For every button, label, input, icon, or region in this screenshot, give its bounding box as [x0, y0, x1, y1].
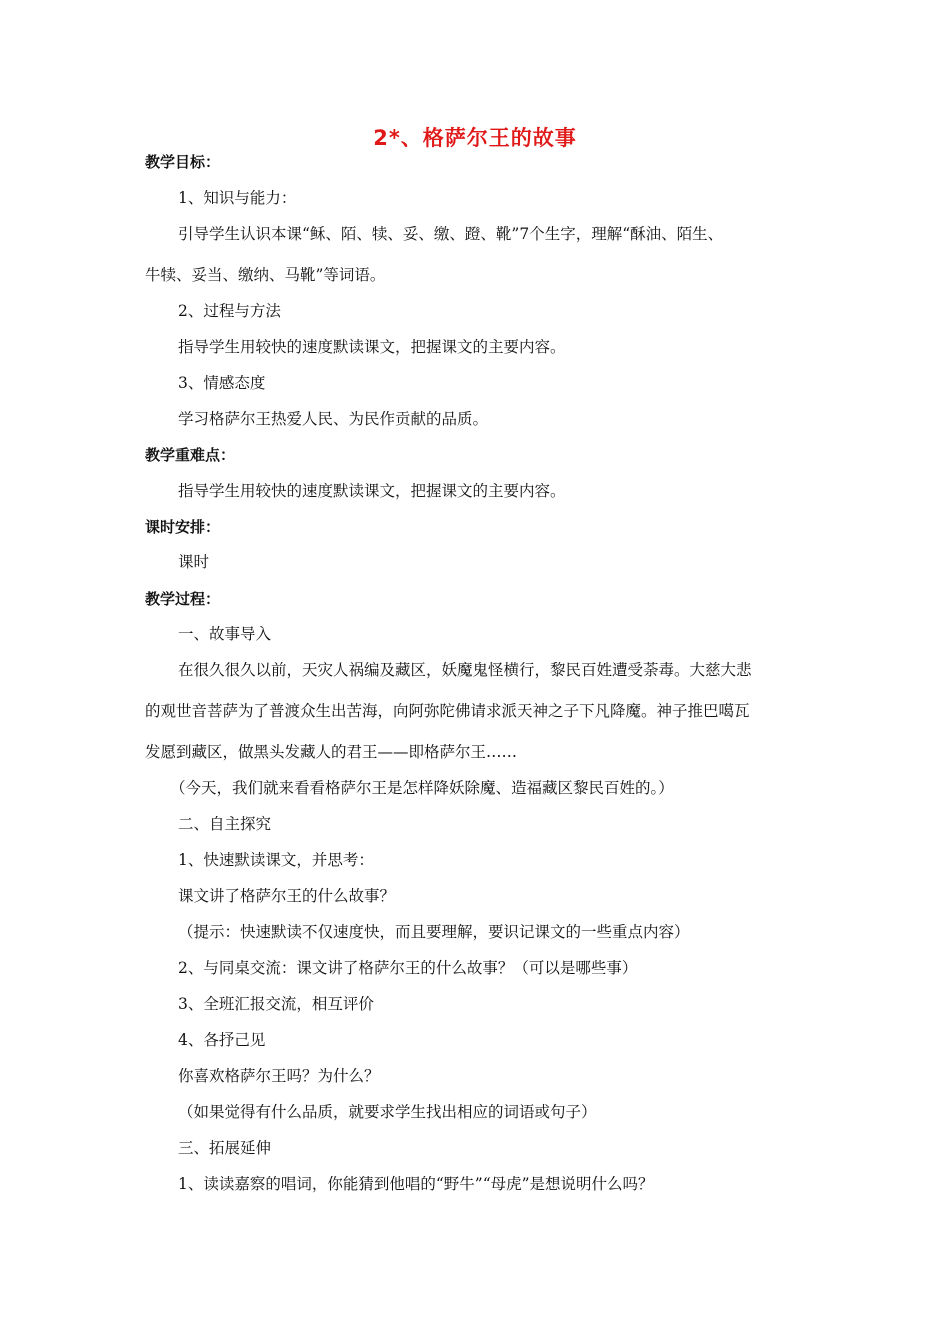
paragraph-line: 2、过程与方法 [178, 302, 281, 320]
paragraph-line: 课时 [178, 553, 210, 571]
paragraph-line: 的观世音菩萨为了普渡众生出苦海，向阿弥陀佛请求派天神之子下凡降魔。神子推巴噶瓦 [145, 702, 750, 720]
heading-teaching-process: 教学过程： [145, 590, 221, 608]
paragraph-line: 在很久很久以前，天灾人祸编及藏区，妖魔鬼怪横行，黎民百姓遭受荼毒。大慈大悲 [178, 661, 752, 679]
paragraph-line: 课文讲了格萨尔王的什么故事？ [178, 887, 396, 905]
paragraph-line: 3、情感态度 [178, 374, 266, 392]
heading-schedule: 课时安排： [145, 518, 221, 536]
paragraph-line: 发愿到藏区，做黑头发藏人的君王——即格萨尔王…… [145, 743, 518, 761]
paragraph-line: 引导学生认识本课“稣、陌、犊、妥、缴、蹬、靴”7个生字，理解“酥油、陌生、 [178, 225, 724, 243]
paragraph-line: 三、拓展延伸 [178, 1139, 272, 1157]
paragraph-line: 1、快速默读课文，并思考： [178, 851, 374, 869]
paragraph-line: 一、故事导入 [178, 625, 272, 643]
paragraph-line: 学习格萨尔王热爱人民、为民作贡献的品质。 [178, 410, 489, 428]
paragraph-line: 1、知识与能力： [178, 189, 297, 207]
paragraph-line: （今天，我们就来看看格萨尔王是怎样降妖除魔、造福藏区黎民百姓的。） [170, 779, 674, 797]
paragraph-line: 1、读读嘉察的唱词，你能猜到他唱的“野牛”“母虎”是想说明什么吗？ [178, 1175, 654, 1193]
paragraph-line: 2、与同桌交流：课文讲了格萨尔王的什么故事？（可以是哪些事） [178, 959, 638, 977]
paragraph-line: 你喜欢格萨尔王吗？为什么？ [178, 1067, 380, 1085]
paragraph-line: 3、全班汇报交流，相互评价 [178, 995, 374, 1013]
paragraph-line: 4、各抒己见 [178, 1031, 266, 1049]
paragraph-line: 指导学生用较快的速度默读课文，把握课文的主要内容。 [178, 482, 566, 500]
paragraph-line: （提示：快速默读不仅速度快，而且要理解，要识记课文的一些重点内容） [178, 923, 690, 941]
heading-key-points: 教学重难点： [145, 446, 236, 464]
paragraph-line: 牛犊、妥当、缴纳、马靴”等词语。 [145, 266, 386, 284]
document-title: 2*、格萨尔王的故事 [373, 126, 577, 150]
paragraph-line: （如果觉得有什么品质，就要求学生找出相应的词语或句子） [178, 1103, 597, 1121]
paragraph-line: 指导学生用较快的速度默读课文，把握课文的主要内容。 [178, 338, 566, 356]
paragraph-line: 二、自主探究 [178, 815, 272, 833]
heading-teaching-goals: 教学目标： [145, 153, 221, 171]
